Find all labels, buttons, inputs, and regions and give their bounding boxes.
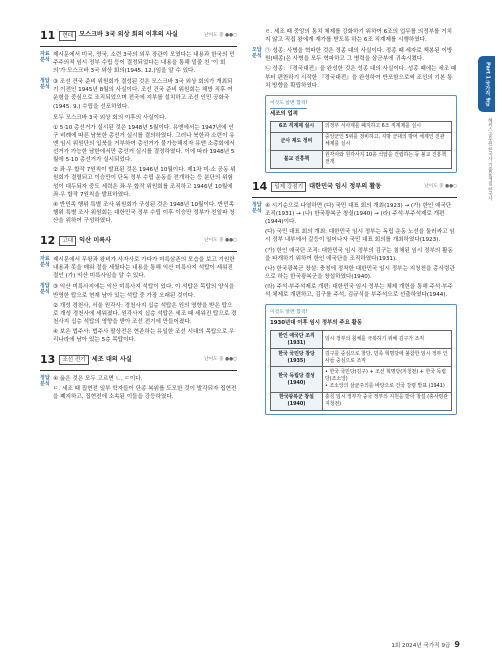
era-tag: 현대 [59,31,76,41]
explanation: 제시문에서 미국, 영국, 소련 3국의 외무 장관이 모였다는 내용과 한국의 민주주의적 임시 정부 수립 등이 결정되었다는 내용을 통해 밑줄 친 '이 회의'가 모스크바 3국 외상 회의(1945. 12.)임을 알 수 있다. [53,51,235,75]
tip-tag: 이것도 알면 합격! [270,310,307,318]
difficulty: 난이도 중 ●●○ [204,356,237,362]
section-label: 정답 분석 [252,202,262,215]
era-tag: 고대 [59,236,76,246]
option-item: ㉠ 성종: 사병을 혁파한 것은 정종 대의 사실이다. 정종 때 세자로 책봉된 이방원(태종)은 사병을 모두 혁파하고 그 병력을 삼군부에 귀속시켰다. [265,48,453,63]
question-header [40,352,237,371]
section-label: 정답 분석 [40,375,50,388]
question-header [40,28,237,47]
explanation: 제시문에서 무왕과 왕비가 사자사로 가다가 미륵삼존의 모습을 보고 기원한 내용과 못을 메워 절을 세웠다는 내용을 통해 익산 미륵사지 석탑이 세워진 절인 (가) 익산 미륵사임을 알 수 있다. [53,257,235,280]
tip-title: 세조의 업적 [270,110,298,117]
table-row: 불교 진흥책 원각사와 원각사지 10층 석탑을 건립하는 등 불교 진흥책 전개 [271,150,452,168]
table-row: 한국 국민당 창당 (1935) 김구를 중심으로 창당, 민족 혁명당에 불참한 임시 정부 인사들 중심으로 조직 [271,349,452,367]
section-label: 정답 분석 [40,78,50,91]
footer-text: 1회 2024년 국가직 9급 [391,643,451,650]
difficulty: 난이도 중 ●●○ [204,32,237,38]
option-item: ④ 보은 법주사: 법주사 팔상전은 현존하는 유일한 조선 시대의 목탑으로 우리나라에 남아 있는 5층 목탑이다. [53,328,235,344]
side-tab [478,56,500,266]
era-tag: 일제 강점기 [271,182,306,192]
section-label: 오답 분석 [252,47,262,60]
question-12 [40,233,237,346]
table-row: 군사 제도 정비 중앙군인 5위를 정비하고, 지방 군대의 방어 체제인 진관 체제를 실시 [271,132,452,150]
option-item: ㄷ. 세조 때 집현전 일부 학자들이 단종 복위를 도모한 것이 발각되자 집현전을 폐지하고, 집현전에 소속된 이들을 강등하였다. [53,386,237,401]
question-13-continued [252,28,457,173]
question-number: 11 [40,29,56,42]
page-number: 9 [454,640,460,650]
section-label: 자료 분석 [40,50,50,63]
era-tag: 조선 전기 [59,355,88,365]
option-item: ② 좌·우 합작 7원칙이 발표된 것은 1946년 10월이다. 제1차 미·소 공동 위원회가 결렬되고 이승만이 단독 정부 수립 운동을 전개하는 등 분단의 위험성이 대두되자 중도 세력은 좌·우 합작 위원회를 조직하고 1946년 10월에 좌·우 합작 7원칙을 발표하였다. [53,167,236,198]
question-header [252,179,457,198]
tip-box [265,95,457,173]
answer-analysis: ④ 시기순으로 나열하면 (다) 국민 대표 회의 개최(1923) → (가) 한인 애국단 조직(1931) → (나) 한국광복군 창설(1940) → (라) 주석·부주석제로 개편(1944)이다. [265,203,452,226]
tip-title: 1930년대 이후 임시 정부의 주요 활동 [270,320,363,327]
question-11 [40,28,237,227]
option-item: ㄹ. 세조 때 중앙의 통치 체제를 강화하기 위하여 6조의 업무를 의정부를 거치지 않고 직접 왕에게 재가를 받도록 하는 6조 직계제를 시행하였다. [265,29,453,44]
sub-note: 모두 모스크바 3국 외상 회의 이후의 사실이다. [53,114,167,121]
option-item: (가) 한인 애국단 조직: 대한민국 임시 정부의 김구는 침체된 임시 정부의 활동을 타개하기 위하여 한인 애국단을 조직하였다(1931). [265,247,453,262]
option-item: (다) 국민 대표 회의 개최: 대한민국 임시 정부는 독립 운동 노선을 둘러싸고 임시 정부 내부에서 갈등이 일어나자 국민 대표 회의를 개최하였다(1923). [265,229,455,244]
right-column [252,28,457,421]
section-label: 자료 분석 [40,256,50,269]
question-number: 12 [40,234,56,248]
answer-analysis: ③ 익산 미륵사지에는 익산 미륵사지 석탑이 있다. 이 석탑은 목탑의 양식을 반영한 탑으로 현재 남아 있는 석탑 중 가장 오래된 것이다. [53,284,235,299]
option-item: (나) 한국광복군 창설: 충칭에 정착한 대한민국 임시 정부는 지청천을 총사령관으로 하는 한국광복군을 창설하였다(1940). [265,265,455,280]
question-14 [252,179,457,415]
question-title: 모스크바 3국 외상 회의 이후의 사실 [79,31,178,39]
tip-table [270,121,452,170]
section-label: 정답 분석 [40,283,50,296]
question-title: 익산 미륵사 [79,236,112,244]
tip-tag: 이것도 알면 합격! [270,101,307,109]
question-number: 13 [40,353,56,367]
question-number: 14 [252,180,268,194]
option-item: ④ 반민족 행위 특별 조사 위원회가 구성된 것은 1948년 10월이다. 반민족 행위 특별 조사 위원회는 대한민국 정부 수립 이후 이승만 정부가 친일파 청산을 위하여 구성하였다. [53,201,235,225]
answer-analysis: ④ 옳은 것은 모두 고르면 ㄴ, ㄷ이다. [53,376,143,383]
tip-table [270,330,452,411]
difficulty: 난이도 중 ●●○ [204,237,237,243]
option-item: ① 5·10 총선거가 실시된 것은 1948년 5월이다. 유엔에서는 1947년에 인구 비례에 따른 남북한 총선거 실시를 결의하였다. 그러나 북한과 소련이 유엔 임시 위원단의 입북을 거부하여 총선거가 불가능해지자 유엔 소총회에서 선거가 가능한 남한에서만 총선거 실시를 결정하였다. 이에 따라 1948년 5월에 5·10 총선거가 실시되었다. [53,124,235,164]
option-item: ㉡ 성종: 『경국대전』을 완성한 것은 성종 대의 사실이다. 성종 때에는 세조 때부터 편찬하기 시작한 『경국대전』을 완성하여 반포함으로써 조선의 기본 통치 방향을 확립하였다. [265,66,457,89]
question-header [40,233,237,252]
table-row: 한인 애국단 조직 (1931) 임시 정부의 침체를 극복하기 위해 김구가 조직 [271,331,452,349]
question-title: 세조 대의 사실 [91,355,132,363]
question-title: 대한민국 임시 정부의 활동 [309,182,382,190]
option-item: (라) 주석·부주석제로 개편: 대한민국 임시 정부는 체제 개헌을 통해 주석·부주석 체제로 개편하고, 김구를 주석, 김규식을 부주석으로 선출하였다(1944). [265,284,453,299]
table-row: 6조 직계제 실시 의정부 서사제를 폐지하고 6조 직계제를 실시 [271,121,452,132]
book-label: 해커스공무원 한국사 기출문제집 한국사 [487,117,493,201]
part-label: Part 1 국가직 9급 [478,56,495,112]
left-column [40,28,237,406]
tip-box [265,304,457,415]
difficulty: 난이도 중 ●●○ [424,183,457,189]
question-13 [40,352,237,403]
option-item: ② 개성 경천사, 서울 원각사: 경천사지 십층 석탑은 원의 영향을 받은 탑으로 개성 경천사에 세워졌다. 원각사지 십층 석탑은 세조 때 세워진 탑으로 경천사지 십층 석탑의 영향을 받아 조선 전기에 만들어졌다. [53,302,237,325]
table-row: 한국광복군 창설 (1940) 충칭 임시 정부가 중국 정부의 지원을 받아 창설 (총사령관 지청천) [271,392,452,410]
answer-analysis: ③ 조선 건국 준비 위원회가 결성된 것은 모스크바 3국 외상 회의가 개최되기 이전인 1945년 8월의 사실이다. 조선 건국 준비 위원회는 해방 직후 여운형을 중심으로 조직되었으며 전국에 지부를 설치하고 조선 인민 공화국(1945. 9.) 수립을 선포하였다. [53,79,233,110]
table-row: 한국 독립당 결성 (1940) • 한국 국민당(김구) + 조선 혁명당(지청천) + 한국 독립당(조소앙) • 조소앙의 삼균주의를 바탕으로 건국 강령 발표 (1941) [271,367,452,392]
page-footer [391,639,460,651]
